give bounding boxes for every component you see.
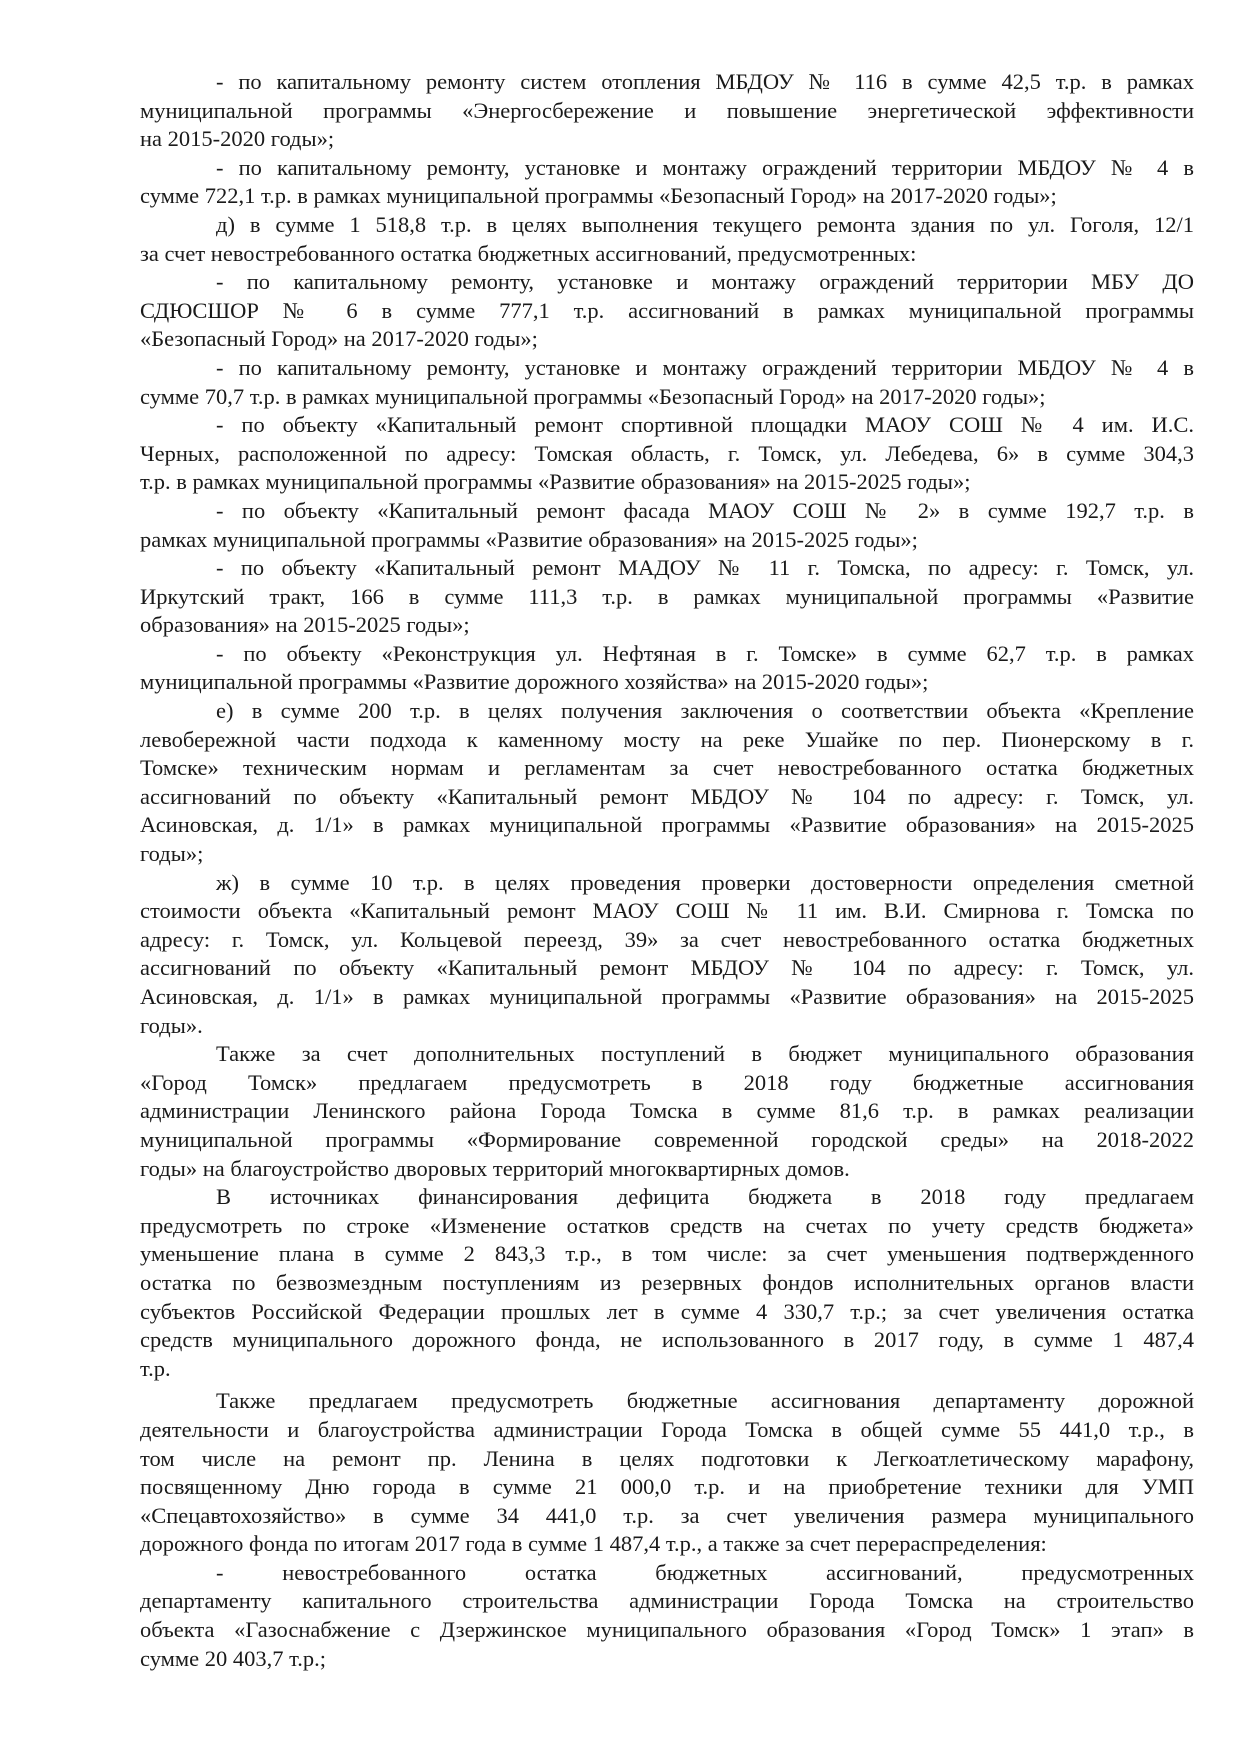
paragraph xyxy=(140,68,1194,154)
text-line: - по капитальному ремонту, установке и монтажу ограждений территории МБДОУ № 4 в xyxy=(216,354,1194,380)
text-line: сумме 70,7 т.р. в рамках муниципальной программы «Безопасный Город» на 2017-2020 годы»; xyxy=(140,383,1046,409)
text-line: - по капитальному ремонту систем отопления МБДОУ № 116 в сумме 42,5 т.р. в рамках xyxy=(216,69,1194,94)
text-line: на 2015-2020 годы»; xyxy=(140,126,335,152)
text-line: средств муниципального дорожного фонда, не использованного в 2017 году, в сумме 1 487,4 xyxy=(140,1327,1194,1353)
text-line: Томске» техническим нормам и регламентам за счет невостребованного остатка бюджетных xyxy=(140,755,1194,781)
text-line: муниципальной программы «Формирование современной городской среды» на 2018-2022 xyxy=(140,1126,1194,1152)
text-line: департаменту капитального строительства администрации Города Томска на строительство xyxy=(140,1588,1194,1614)
text-line: муниципальной программы «Энергосбережение и повышение энергетической эффективности xyxy=(140,97,1194,123)
text-line: за счет невостребованного остатка бюджетных ассигнований, предусмотренных: xyxy=(140,240,917,266)
text-line: левобережной части подхода к каменному мосту на реке Ушайке по пер. Пионерскому в г. xyxy=(140,726,1194,752)
text-line: - по капитальному ремонту, установке и монтажу ограждений территории МБУ ДО xyxy=(216,269,1194,295)
paragraph xyxy=(140,697,1194,869)
text-line: администрации Ленинского района Города Томска в сумме 81,6 т.р. в рамках реализации xyxy=(140,1098,1194,1124)
text-line: дорожного фонда по итогам 2017 года в сумме 1 487,4 т.р., а также за счет перераспределения: xyxy=(140,1531,1047,1557)
paragraph xyxy=(140,497,1194,554)
text-line: годы» на благоустройство дворовых территорий многоквартирных домов. xyxy=(140,1155,850,1181)
text-line: «Город Томск» предлагаем предусмотреть в 2018 году бюджетные ассигнования xyxy=(140,1069,1194,1095)
paragraph xyxy=(140,869,1194,1041)
paragraph xyxy=(140,211,1194,268)
paragraph xyxy=(140,154,1194,211)
text-line: - по объекту «Реконструкция ул. Нефтяная в г. Томске» в сумме 62,7 т.р. в рамках xyxy=(216,640,1194,666)
paragraph xyxy=(140,354,1194,411)
text-line: Асиновская, д. 1/1» в рамках муниципальной программы «Развитие образования» на 2015-2025 xyxy=(140,984,1194,1009)
text-line: сумме 722,1 т.р. в рамках муниципальной программы «Безопасный Город» на 2017-2020 годы»; xyxy=(140,183,1057,209)
text-line: объекта «Газоснабжение с Дзержинское муниципального образования «Город Томск» 1 этап» в xyxy=(140,1617,1194,1643)
paragraph xyxy=(140,640,1194,697)
paragraph xyxy=(140,1559,1194,1673)
text-line: том числе на ремонт пр. Ленина в целях подготовки к Легкоатлетическому марафону, xyxy=(140,1445,1194,1471)
text-line: ассигнований по объекту «Капитальный ремонт МБДОУ № 104 по адресу: г. Томск, ул. xyxy=(140,783,1194,809)
paragraph xyxy=(140,1387,1194,1559)
text-line: Также за счет дополнительных поступлений в бюджет муниципального образования xyxy=(216,1041,1194,1067)
text-line: остатка по безвозмездным поступлениям из резервных фондов исполнительных органов власти xyxy=(140,1269,1194,1295)
text-line: Иркутский тракт, 166 в сумме 111,3 т.р. в рамках муниципальной программы «Развитие xyxy=(140,583,1194,609)
text-line: В источниках финансирования дефицита бюджета в 2018 году предлагаем xyxy=(216,1184,1194,1210)
text-line: субъектов Российской Федерации прошлых лет в сумме 4 330,7 т.р.; за счет увеличения остатка xyxy=(140,1298,1194,1324)
document-page xyxy=(140,68,1194,1673)
text-line: т.р. в рамках муниципальной программы «Развитие образования» на 2015-2025 годы»; xyxy=(140,469,971,495)
text-line: - по капитальному ремонту, установке и монтажу ограждений территории МБДОУ № 4 в xyxy=(216,154,1194,180)
text-line: - по объекту «Капитальный ремонт фасада МАОУ СОШ № 2» в сумме 192,7 т.р. в xyxy=(216,497,1194,523)
text-line: посвященному Дню города в сумме 21 000,0 т.р. и на приобретение техники для УМП xyxy=(140,1474,1194,1500)
text-line: - невостребованного остатка бюджетных ассигнований, предусмотренных xyxy=(216,1559,1194,1585)
paragraph xyxy=(140,268,1194,354)
text-line: муниципальной программы «Развитие дорожного хозяйства» на 2015-2020 годы»; xyxy=(140,669,929,695)
text-line: рамках муниципальной программы «Развитие образования» на 2015-2025 годы»; xyxy=(140,526,918,552)
text-line: ж) в сумме 10 т.р. в целях проведения проверки достоверности определения сметной xyxy=(216,869,1194,895)
text-line: д) в сумме 1 518,8 т.р. в целях выполнения текущего ремонта здания по ул. Гоголя, 12/1 xyxy=(216,211,1194,237)
text-line: - по объекту «Капитальный ремонт спортивной площадки МАОУ СОШ № 4 им. И.С. xyxy=(216,412,1194,438)
text-line: образования» на 2015-2025 годы»; xyxy=(140,612,470,638)
text-line: годы»; xyxy=(140,841,204,867)
text-line: адресу: г. Томск, ул. Кольцевой переезд, 39» за счет невостребованного остатка бюджетных xyxy=(140,926,1194,952)
text-line: Также предлагаем предусмотреть бюджетные ассигнования департаменту дорожной xyxy=(216,1388,1194,1414)
text-line: годы». xyxy=(140,1012,203,1038)
text-line: «Безопасный Город» на 2017-2020 годы»; xyxy=(140,326,538,352)
text-line: Черных, расположенной по адресу: Томская область, г. Томск, ул. Лебедева, 6» в сумме 304,3 xyxy=(140,440,1194,466)
text-line: стоимости объекта «Капитальный ремонт МАОУ СОШ № 11 им. В.И. Смирнова г. Томска по xyxy=(140,898,1194,924)
text-line: сумме 20 403,7 т.р.; xyxy=(140,1645,326,1671)
text-line: «Спецавтохозяйство» в сумме 34 441,0 т.р. за счет увеличения размера муниципального xyxy=(140,1502,1194,1528)
paragraph xyxy=(140,554,1194,640)
text-line: - по объекту «Капитальный ремонт МАДОУ № 11 г. Томска, по адресу: г. Томск, ул. xyxy=(216,555,1194,581)
text-line: деятельности и благоустройства администрации Города Томска в общей сумме 55 441,0 т.р., в xyxy=(140,1416,1194,1442)
text-line: е) в сумме 200 т.р. в целях получения заключения о соответствии объекта «Крепление xyxy=(216,698,1194,724)
paragraph xyxy=(140,411,1194,497)
text-line: предусмотреть по строке «Изменение остатков средств на счетах по учету средств бюджета» xyxy=(140,1212,1194,1238)
text-line: Асиновская, д. 1/1» в рамках муниципальной программы «Развитие образования» на 2015-2025 xyxy=(140,812,1194,838)
text-line: СДЮСШОР № 6 в сумме 777,1 т.р. ассигнований в рамках муниципальной программы xyxy=(140,297,1194,323)
text-line: ассигнований по объекту «Капитальный ремонт МБДОУ № 104 по адресу: г. Томск, ул. xyxy=(140,955,1194,981)
paragraph xyxy=(140,1183,1194,1383)
paragraph xyxy=(140,1040,1194,1183)
text-line: уменьшение плана в сумме 2 843,3 т.р., в том числе: за счет уменьшения подтвержденного xyxy=(140,1241,1194,1267)
text-line: т.р. xyxy=(140,1355,171,1381)
